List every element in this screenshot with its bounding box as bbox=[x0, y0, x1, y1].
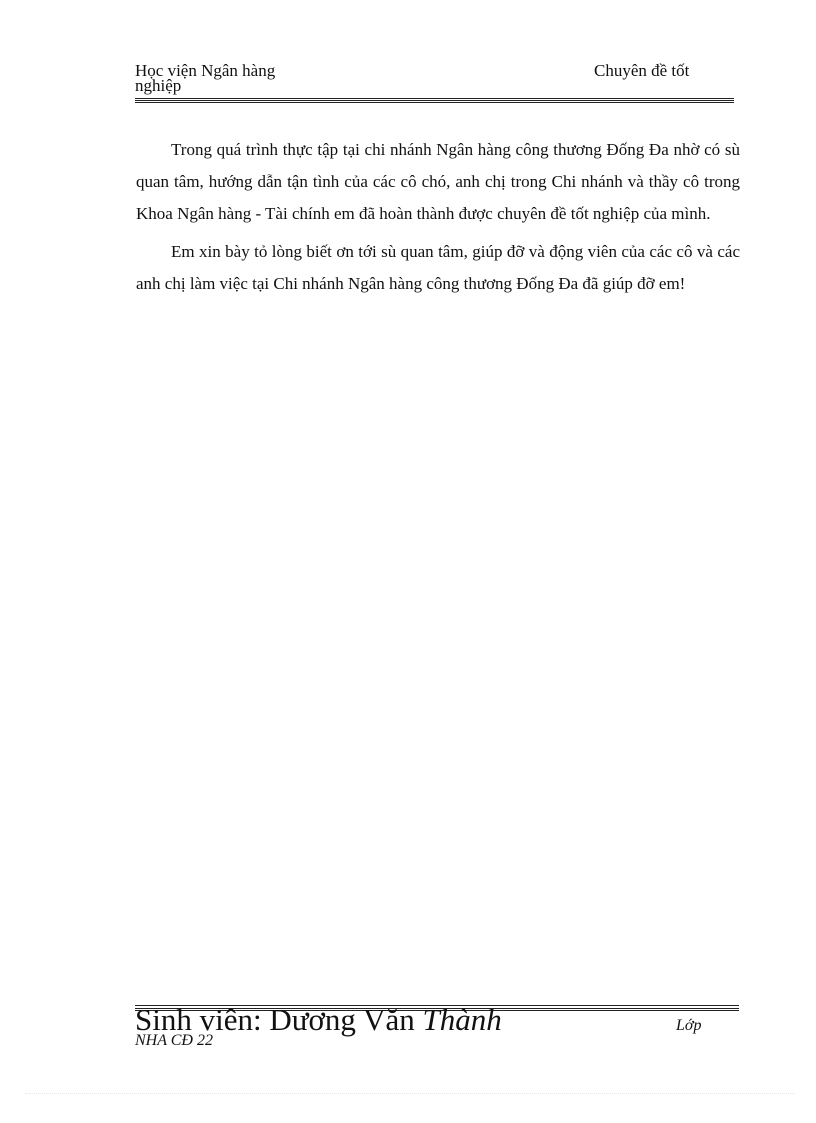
header-institution bbox=[135, 61, 435, 95]
footer-student-name bbox=[135, 1008, 502, 1035]
header-institution-line2: nghiệp bbox=[135, 76, 182, 95]
body-paragraph-2: Em xin bày tỏ lòng biết ơn tới sù quan tâm, giúp đỡ và động viên của các cô và các anh chị làm việc tại Chi nhánh Ngân hàng công thương Đống Đa đã giúp đỡ em! bbox=[136, 242, 740, 293]
header-rule bbox=[135, 98, 734, 103]
header-institution-line1: Học viện Ngân hàng bbox=[135, 61, 276, 80]
page-header bbox=[135, 62, 735, 96]
footer-class-label: Lớp bbox=[676, 1017, 702, 1034]
header-document-type: Chuyên đề tốt bbox=[594, 61, 690, 80]
footer-student-last-name: Thành bbox=[422, 1008, 502, 1037]
body-paragraph-1: Trong quá trình thực tập tại chi nhánh Ngân hàng công thương Đống Đa nhờ có sù quan tâm, hướng dẫn tận tình của các cô chó, anh chị trong Chi nhánh và thầy cô trong Khoa Ngân hàng - Tài chính em đã hoàn thành được chuyên đề tốt nghiệp của mình. bbox=[136, 140, 740, 223]
page-footer bbox=[135, 1008, 739, 1056]
page-bottom-edge bbox=[25, 1093, 795, 1094]
document-body bbox=[136, 134, 740, 306]
footer-student-prefix: Sinh viên: Dương Văn bbox=[135, 1008, 423, 1037]
footer-class-value: NHA CĐ 22 bbox=[135, 1032, 213, 1049]
